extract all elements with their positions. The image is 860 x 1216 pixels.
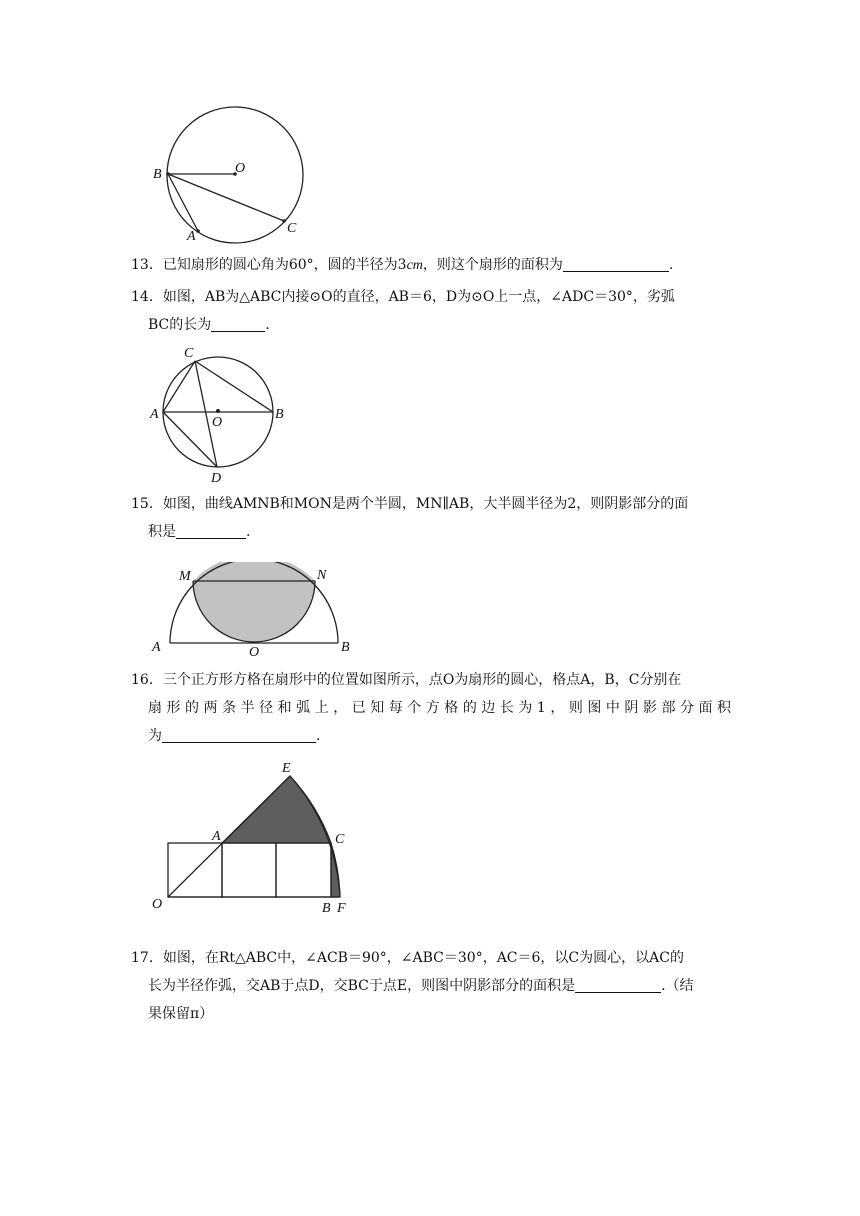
label-O: O <box>249 645 260 660</box>
answer-blank[interactable] <box>211 315 265 332</box>
circle-diagram-12 <box>145 95 315 245</box>
figure-14 <box>145 342 295 487</box>
label-A: A <box>152 640 161 655</box>
question-text-line1: 如图，AB为△ABC内接⊙O的直径，AB＝6，D为⊙O上一点，∠ADC＝30°，劣弧 <box>162 289 675 305</box>
label-A: A <box>212 829 221 844</box>
question-15 <box>131 490 731 546</box>
question-text-line1: 如图，曲线AMNB和MON是两个半圆，MN∥AB，大半圆半径为2，则阴影部分的面 <box>162 496 689 512</box>
label-B: B <box>341 640 350 655</box>
answer-blank[interactable] <box>563 255 669 272</box>
question-number: 14． <box>131 289 163 305</box>
label-C: C <box>335 832 345 847</box>
sector-grid-diagram-16 <box>148 756 358 916</box>
question-text-line1: 如图，在Rt△ABC中，∠ACB＝90°，∠ABC＝30°，AC＝6，以C为圆心，以AC的 <box>162 950 684 966</box>
question-text-line3: 为 <box>148 728 162 744</box>
question-text-line2: BC的长为 <box>148 317 212 333</box>
question-text-line1: 三个正方形方格在扇形中的位置如图所示，点O为扇形的圆心，格点A，B，C分别在 <box>162 672 682 688</box>
label-A: A <box>150 407 159 422</box>
end-punct: . <box>316 728 321 744</box>
question-text-line2-end: .（结 <box>661 978 694 994</box>
answer-blank[interactable] <box>575 976 661 993</box>
label-O: O <box>152 897 163 912</box>
answer-blank[interactable] <box>162 726 316 743</box>
label-E: E <box>282 761 291 776</box>
question-17 <box>131 944 731 1028</box>
end-punct: . <box>668 257 674 273</box>
figure-12 <box>145 95 315 245</box>
label-D: D <box>211 471 222 486</box>
answer-blank[interactable] <box>176 522 246 539</box>
figure-15 <box>145 562 365 660</box>
question-text-line2: 长为半径作弧，交AB于点D，交BC于点E，则图中阴影部分的面积是 <box>148 978 576 994</box>
semicircle-diagram-15 <box>145 562 365 660</box>
question-number: 16． <box>131 672 163 688</box>
figure-16 <box>148 756 358 916</box>
label-F: F <box>337 901 346 916</box>
label-M: M <box>179 569 191 584</box>
question-text-line2: 积是 <box>148 524 176 540</box>
end-punct: . <box>265 317 270 333</box>
label-C: C <box>184 346 194 361</box>
label-O: O <box>212 415 223 430</box>
question-text-line2: 扇形的两条半径和弧上，已知每个方格的边长为1，则图中阴影部分面积 <box>148 700 731 716</box>
label-B: B <box>153 167 162 182</box>
label-B: B <box>322 901 331 916</box>
label-C: C <box>287 221 297 236</box>
label-N: N <box>317 568 327 583</box>
circle-diagram-14 <box>145 342 295 487</box>
question-14 <box>131 283 731 339</box>
question-13 <box>131 251 731 280</box>
label-O: O <box>235 161 246 176</box>
question-text: 已知扇形的圆心角为60°，圆的半径为3 <box>162 257 407 273</box>
label-B: B <box>275 407 284 422</box>
question-number: 17． <box>131 950 163 966</box>
label-A: A <box>187 229 196 244</box>
question-text-line3: 果保留π） <box>148 1006 214 1022</box>
question-text-2: ，则这个扇形的面积为 <box>422 257 563 273</box>
question-number: 15． <box>131 496 163 512</box>
question-number: 13． <box>131 257 163 273</box>
unit-text: cm <box>406 258 423 273</box>
end-punct: . <box>246 524 251 540</box>
question-16 <box>131 666 731 750</box>
